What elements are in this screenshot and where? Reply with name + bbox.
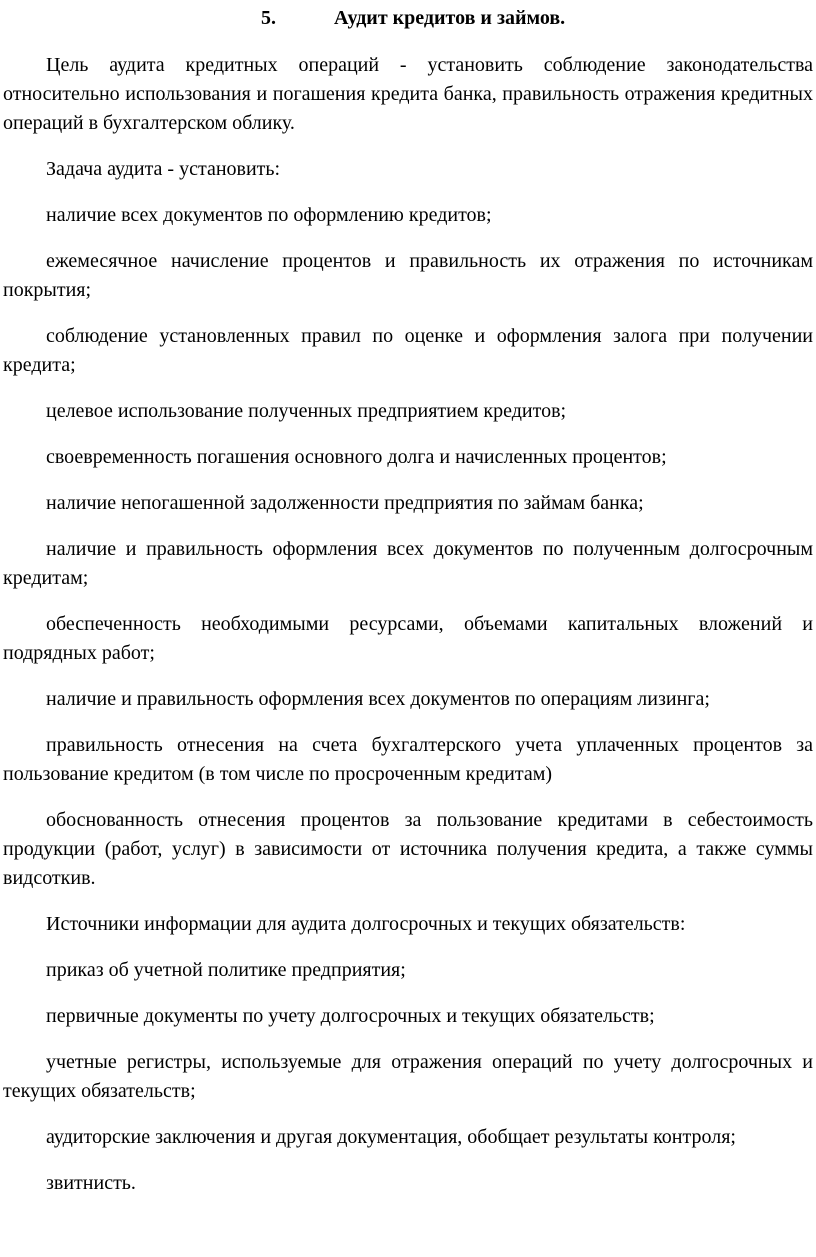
list-item: аудиторские заключения и другая документация, обобщает результаты контроля; <box>46 1126 736 1148</box>
list-item: обеспеченность необходимыми ресурсами, объемами капитальных вложений и подрядных работ; <box>3 613 813 664</box>
list-item: наличие всех документов по оформлению кредитов; <box>46 204 492 226</box>
list-item: обоснованность отнесения процентов за пользование кредитами в себестоимость продукции (работ, услуг) в зависимости от источника получения кредита, а также суммы видсоткив. <box>3 809 813 889</box>
list-item: целевое использование полученных предприятием кредитов; <box>46 400 567 422</box>
list-item: правильность отнесения на счета бухгалтерского учета уплаченных процентов за пользование кредитом (в том числе по просроченным кредитам) <box>3 734 813 785</box>
section-title: Аудит кредитов и займов. <box>334 7 566 29</box>
list-item: соблюдение установленных правил по оценке и оформления залога при получении кредита; <box>3 325 813 376</box>
section-heading <box>3 6 813 30</box>
list-item: наличие непогашенной задолженности предприятия по займам банка; <box>46 492 644 514</box>
section-number: 5. <box>261 7 276 29</box>
paragraph-info-sources: Источники информации для аудита долгосрочных и текущих обязательств: <box>46 913 686 935</box>
paragraph-audit-goal: Цель аудита кредитных операций - установить соблюдение законодательства относительно использования и погашения кредита банка, правильность отражения кредитных операций в бухгалтерском облику. <box>3 54 813 134</box>
list-item: учетные регистры, используемые для отражения операций по учету долгосрочных и текущих обязательств; <box>3 1051 813 1102</box>
list-item: звитнисть. <box>46 1172 136 1194</box>
list-item: своевременность погашения основного долга и начисленных процентов; <box>46 446 667 468</box>
list-item: наличие и правильность оформления всех документов по операциям лизинга; <box>46 688 710 710</box>
list-item: наличие и правильность оформления всех документов по полученным долгосрочным кредитам; <box>3 538 813 589</box>
list-item: приказ об учетной политике предприятия; <box>46 959 406 981</box>
list-item: ежемесячное начисление процентов и правильность их отражения по источникам покрытия; <box>3 250 813 301</box>
paragraph-audit-task: Задача аудита - установить: <box>46 158 281 180</box>
list-item: первичные документы по учету долгосрочных и текущих обязательств; <box>46 1005 655 1027</box>
